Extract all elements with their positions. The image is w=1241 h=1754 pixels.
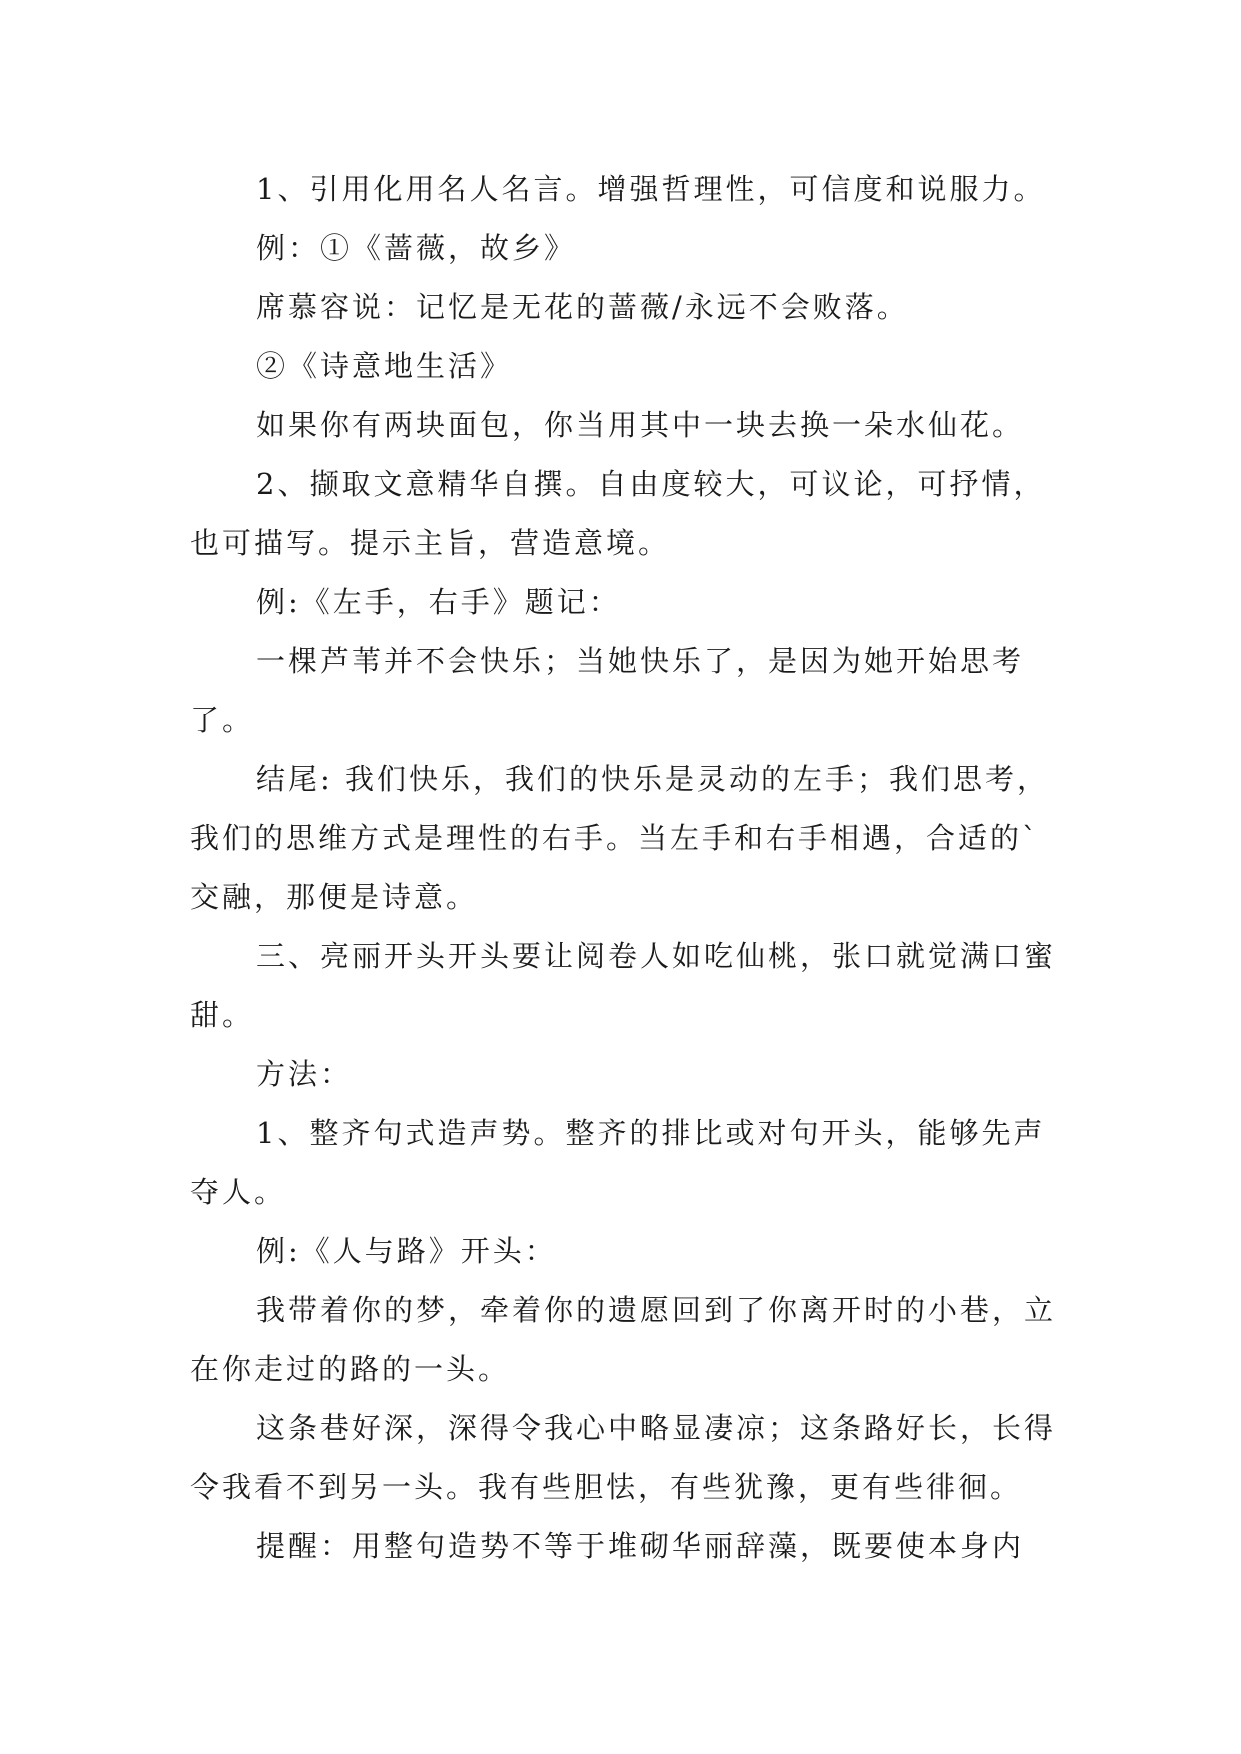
paragraph: 例：①《蔷薇，故乡》 [256,231,577,265]
paragraph: ②《诗意地生活》 [256,349,513,383]
paragraph: 我带着你的梦，牵着你的遗愿回到了你离开时的小巷，立在你走过的路的一头。 [190,1293,1057,1386]
paragraph: 如果你有两块面包，你当用其中一块去换一朵水仙花。 [256,408,1025,442]
paragraph: 一棵芦苇并不会快乐；当她快乐了，是因为她开始思考了。 [190,644,1025,737]
paragraph: 2、撷取文意精华自撰。自由度较大，可议论，可抒情，也可描写。提示主旨，营造意境。 [190,467,1046,560]
paragraph: 例:《左手，右手》题记： [256,585,621,619]
paragraph: 这条巷好深，深得令我心中略显凄凉；这条路好长，长得令我看不到另一头。我有些胆怯，有些犹豫，更有些徘徊。 [190,1411,1057,1504]
paragraph: 三、亮丽开头开头要让阅卷人如吃仙桃，张口就觉满口蜜甜。 [190,939,1057,1032]
paragraph: 例:《人与路》开头： [256,1234,557,1268]
paragraph: 1、引用化用名人名言。增强哲理性，可信度和说服力。 [256,172,1046,206]
paragraph: 提醒：用整句造势不等于堆砌华丽辞藻，既要使本身内 [256,1529,1025,1563]
paragraph: 席慕容说：记忆是无花的蔷薇/永远不会败落。 [256,290,909,324]
paragraph: 结尾: 我们快乐，我们的快乐是灵动的左手；我们思考，我们的思维方式是理性的右手。当左手和右手相遇，合适的`交融，那便是诗意。 [190,762,1049,914]
paragraph: 1、整齐句式造声势。整齐的排比或对句开头，能够先声夺人。 [190,1116,1046,1209]
document-body [190,160,1060,1576]
paragraph: 方法： [256,1057,353,1091]
